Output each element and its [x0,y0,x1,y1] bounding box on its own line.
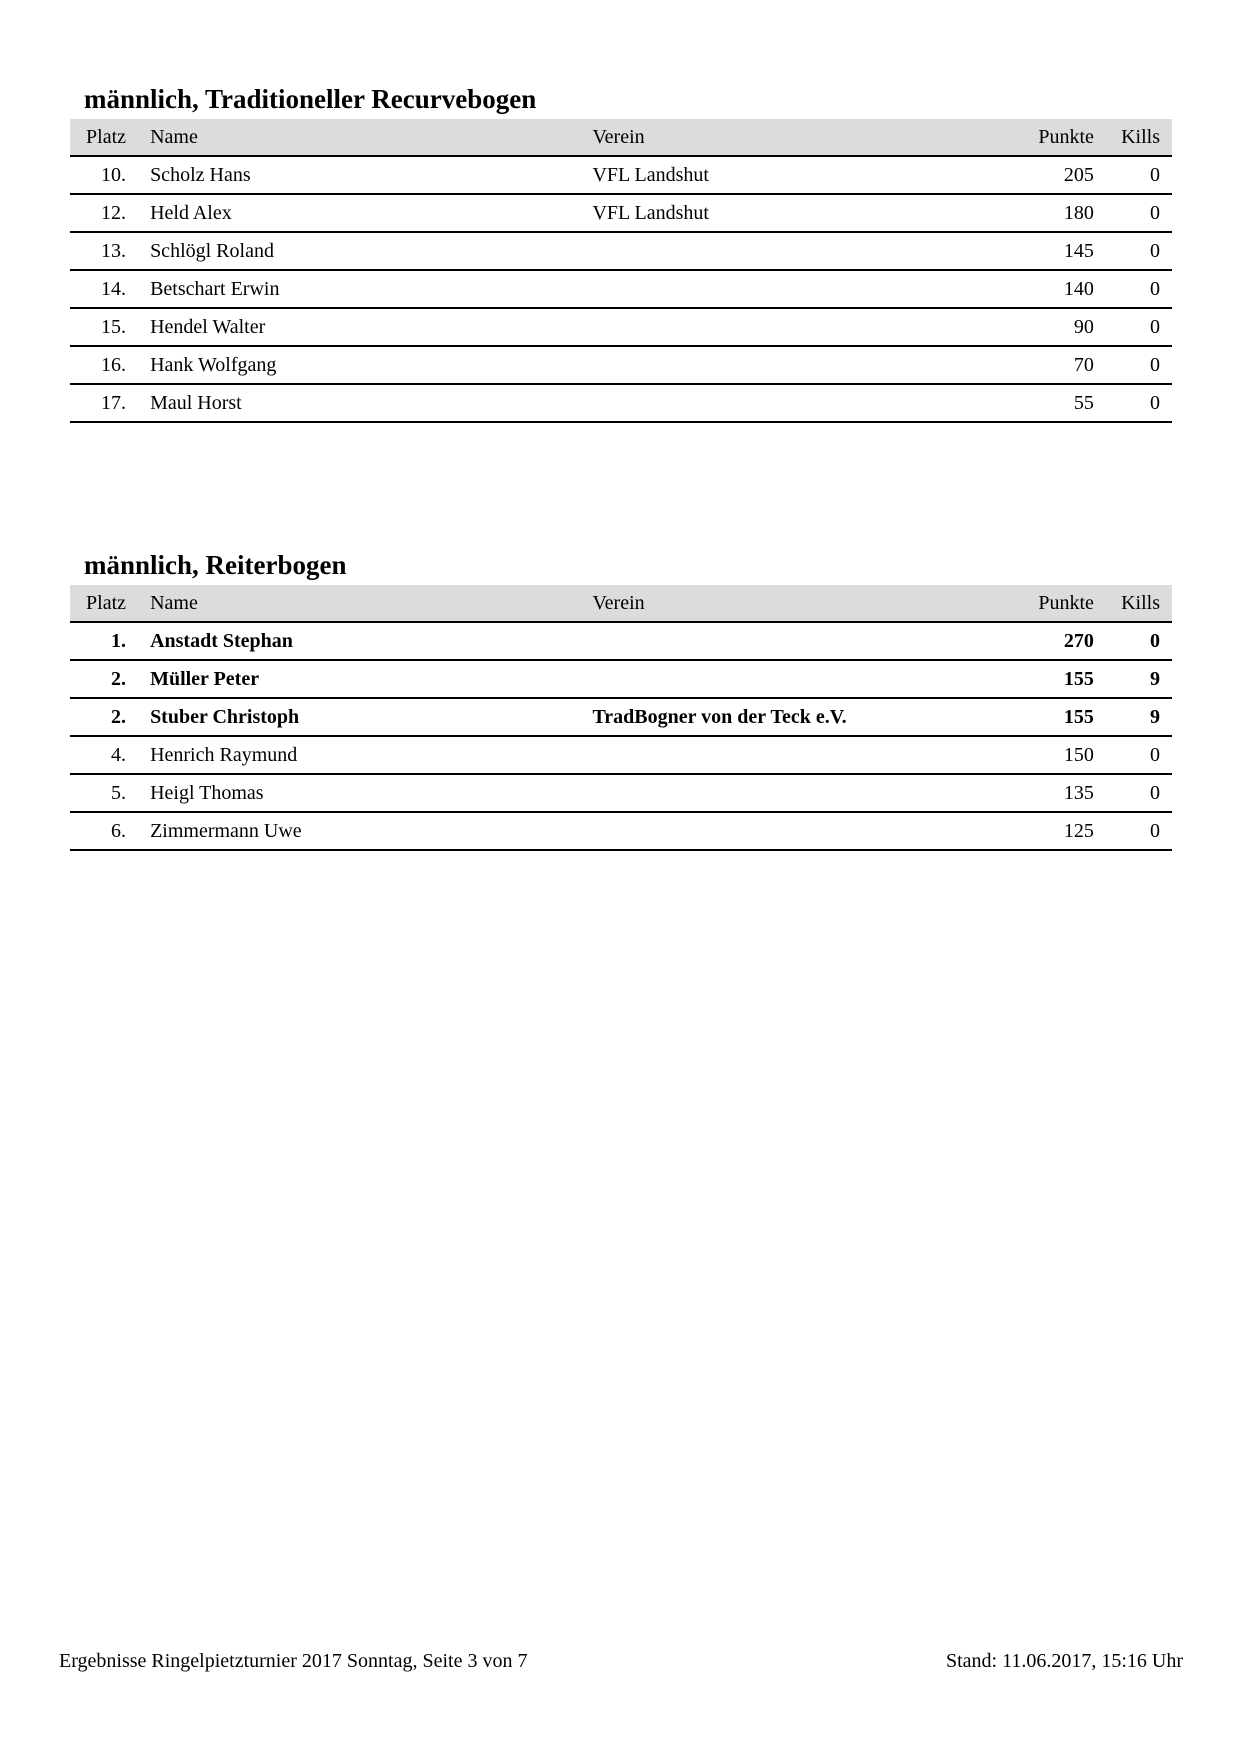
cell-kills: 0 [1108,308,1172,346]
table-header-row [70,585,1172,622]
cell-punkte: 180 [1019,194,1094,232]
table-row [70,156,1172,194]
table-body [70,622,1172,850]
cell-verein: TradBogner von der Teck e.V. [592,698,1018,736]
cell-platz: 1. [70,622,126,660]
results-table [70,585,1172,851]
cell-platz: 6. [70,812,126,850]
cell-name: Scholz Hans [150,156,592,194]
table-row [70,194,1172,232]
cell-verein [592,774,1018,812]
results-table [70,119,1172,423]
table-row [70,270,1172,308]
section-reiterbogen [70,546,1172,851]
cell-punkte: 140 [1019,270,1094,308]
cell-name: Maul Horst [150,384,592,422]
cell-verein [592,270,1018,308]
column-header-punkte: Punkte [1019,585,1094,622]
table-body [70,156,1172,422]
footer-timestamp: Stand: 11.06.2017, 15:16 Uhr [945,1650,1183,1672]
cell-verein [592,384,1018,422]
cell-name: Schlögl Roland [150,232,592,270]
cell-punkte: 135 [1019,774,1094,812]
cell-verein [592,232,1018,270]
cell-verein [592,308,1018,346]
cell-name: Hank Wolfgang [150,346,592,384]
cell-kills: 0 [1108,774,1172,812]
cell-punkte: 205 [1019,156,1094,194]
cell-platz: 16. [70,346,126,384]
section-traditional-recurve [70,80,1172,423]
cell-kills: 0 [1108,194,1172,232]
column-header-kills: Kills [1108,585,1172,622]
cell-punkte: 145 [1019,232,1094,270]
cell-kills: 0 [1108,622,1172,660]
table-row [70,232,1172,270]
cell-punkte: 125 [1019,812,1094,850]
cell-kills: 0 [1108,812,1172,850]
cell-name: Hendel Walter [150,308,592,346]
cell-platz: 13. [70,232,126,270]
column-header-name: Name [150,585,592,622]
column-header-kills: Kills [1108,119,1172,156]
cell-name: Anstadt Stephan [150,622,592,660]
table-row [70,660,1172,698]
section-title: männlich, Traditioneller Recurvebogen [84,84,537,114]
cell-punkte: 155 [1019,660,1094,698]
cell-verein: VFL Landshut [592,194,1018,232]
table-row [70,698,1172,736]
cell-verein [592,346,1018,384]
cell-kills: 0 [1108,384,1172,422]
table-row [70,812,1172,850]
cell-name: Henrich Raymund [150,736,592,774]
table-row [70,308,1172,346]
cell-name: Müller Peter [150,660,592,698]
cell-name: Stuber Christoph [150,698,592,736]
column-header-name: Name [150,119,592,156]
cell-verein: VFL Landshut [592,156,1018,194]
section-title: männlich, Reiterbogen [84,550,347,580]
cell-kills: 0 [1108,736,1172,774]
cell-kills: 0 [1108,232,1172,270]
column-header-verein: Verein [592,119,1018,156]
cell-kills: 9 [1108,660,1172,698]
cell-name: Heigl Thomas [150,774,592,812]
cell-platz: 17. [70,384,126,422]
column-header-platz: Platz [70,119,126,156]
cell-punkte: 150 [1019,736,1094,774]
table-row [70,622,1172,660]
cell-punkte: 90 [1019,308,1094,346]
cell-kills: 0 [1108,270,1172,308]
cell-platz: 5. [70,774,126,812]
cell-platz: 2. [70,660,126,698]
table-row [70,736,1172,774]
cell-kills: 9 [1108,698,1172,736]
cell-name: Betschart Erwin [150,270,592,308]
cell-kills: 0 [1108,156,1172,194]
cell-platz: 14. [70,270,126,308]
cell-punkte: 55 [1019,384,1094,422]
cell-kills: 0 [1108,346,1172,384]
column-header-punkte: Punkte [1019,119,1094,156]
table-row [70,384,1172,422]
table-row [70,774,1172,812]
cell-verein [592,812,1018,850]
cell-punkte: 70 [1019,346,1094,384]
table-header-row [70,119,1172,156]
table-row [70,346,1172,384]
cell-platz: 4. [70,736,126,774]
cell-verein [592,736,1018,774]
cell-name: Held Alex [150,194,592,232]
cell-punkte: 155 [1019,698,1094,736]
cell-platz: 2. [70,698,126,736]
cell-name: Zimmermann Uwe [150,812,592,850]
cell-verein [592,660,1018,698]
column-header-verein: Verein [592,585,1018,622]
cell-platz: 12. [70,194,126,232]
cell-punkte: 270 [1019,622,1094,660]
column-header-platz: Platz [70,585,126,622]
cell-verein [592,622,1018,660]
footer-document-info: Ergebnisse Ringelpietzturnier 2017 Sonntag, Seite 3 von 7 [59,1650,528,1672]
cell-platz: 10. [70,156,126,194]
cell-platz: 15. [70,308,126,346]
